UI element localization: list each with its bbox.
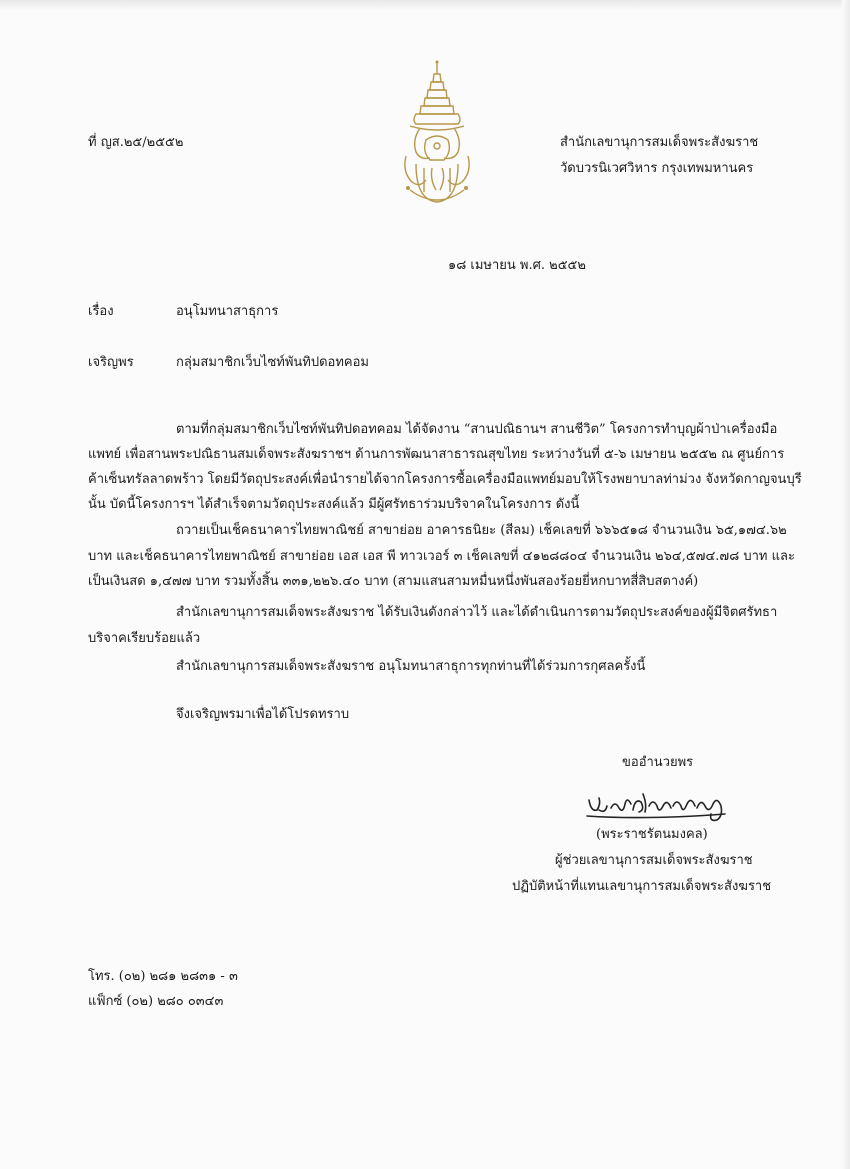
- body-line: สำนักเลขานุการสมเด็จพระสังฆราช อนุโมทนาสาธุการทุกท่านที่ได้ร่วมการกุศลครั้งนี้: [176, 659, 646, 674]
- recipient-label: เจริญพร: [88, 355, 134, 370]
- letter-date: ๑๘ เมษายน พ.ศ. ๒๕๕๒: [448, 258, 586, 273]
- body-line: ตามที่กลุ่มสมาชิกเว็บไซท์พันทิปดอทคอม ได้จัดงาน “สานปณิธานฯ สานชีวิต” โครงการทำบุญผ้าป่าเครื่องมือ: [176, 422, 778, 437]
- body-line: นั้น บัดนี้โครงการฯ ได้สำเร็จตามวัตถุประสงค์แล้ว มีผู้ศรัทธาร่วมบริจาคในโครงการ ดังนี้: [88, 497, 580, 512]
- subject-label: เรื่อง: [88, 304, 114, 319]
- fax-number: แฟ็กซ์ (๐๒) ๒๘๐ ๐๓๔๓: [88, 994, 224, 1009]
- recipient-text: กลุ่มสมาชิกเว็บไซท์พันทิปดอทคอม: [176, 355, 370, 370]
- body-line: ถวายเป็นเช็คธนาคารไทยพาณิชย์ สาขาย่อย อาคารธนิยะ (สีลม) เช็คเลขที่ ๖๖๖๕๑๘ จำนวนเงิน ๖๕,๑๗๔.๖๒: [176, 523, 787, 538]
- royal-monogram-crest-icon: [396, 60, 478, 215]
- closing-text: ขออำนวยพร: [622, 755, 694, 770]
- phone-number: โทร. (๐๒) ๒๘๑ ๒๘๓๑ - ๓: [88, 969, 238, 984]
- body-line: สำนักเลขานุการสมเด็จพระสังฆราช ได้รับเงินดังกล่าวไว้ และได้ดำเนินการตามวัตถุประสงค์ของผู้มีจิตศรัทธา: [176, 605, 778, 620]
- scan-edge-top: [0, 0, 850, 10]
- body-line: จึงเจริญพรมาเพื่อได้โปรดทราบ: [176, 707, 350, 722]
- sender-office: สำนักเลขานุการสมเด็จพระสังฆราช: [560, 135, 759, 150]
- sender-address: วัดบวรนิเวศวิหาร กรุงเทพมหานคร: [560, 161, 754, 176]
- signer-title-1: ผู้ช่วยเลขานุการสมเด็จพระสังฆราช: [555, 853, 753, 868]
- body-line: แพทย์ เพื่อสานพระปณิธานสมเด็จพระสังฆราชฯ ด้านการพัฒนาสาธารณสุขไทย ระหว่างวันที่ ๕-๖ เมษายน ๒๕๕๒ ณ ศูนย์การ: [88, 447, 785, 462]
- signer-name: (พระราชรัตนมงคล): [596, 827, 708, 842]
- body-line: บาท และเช็คธนาคารไทยพาณิชย์ สาขาย่อย เอส เอส พี ทาวเวอร์ ๓ เช็คเลขที่ ๔๑๒๘๘๐๔ จำนวนเงิน ๒๖๔,๕๗๔.๗๘ บาท และ: [88, 549, 795, 564]
- reference-number: ที่ ญส.๒๕/๒๕๕๒: [88, 135, 184, 150]
- body-line: บริจาคเรียบร้อยแล้ว: [88, 631, 201, 646]
- subject-text: อนุโมทนาสาธุการ: [176, 304, 279, 319]
- body-line: เป็นเงินสด ๑,๔๗๗ บาท รวมทั้งสิ้น ๓๓๑,๒๒๖.๔๐ บาท (สามแสนสามหมื่นหนึ่งพันสองร้อยยี่หกบาทสี่สิบสตางค์): [88, 574, 699, 589]
- signer-title-2: ปฏิบัติหน้าที่แทนเลขานุการสมเด็จพระสังฆราช: [512, 879, 772, 894]
- handwritten-signature: [585, 790, 735, 826]
- scan-edge-right: [842, 0, 850, 1169]
- body-line: ค้าเซ็นทรัลลาดพร้าว โดยมีวัตถุประสงค์เพื่อนำรายได้จากโครงการซื้อเครื่องมือแพทย์มอบให้โรงพยาบาลท่าม่วง จังหวัดกาญจนบุรี: [88, 472, 802, 487]
